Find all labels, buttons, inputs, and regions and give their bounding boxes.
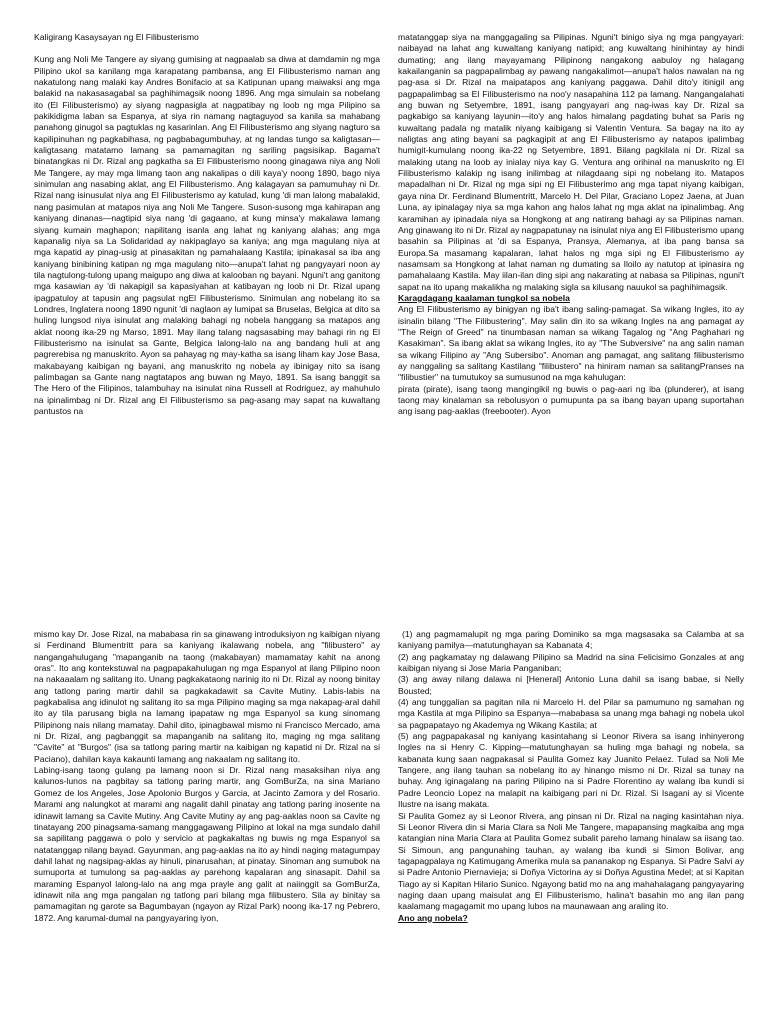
list-item: (4) ang tunggalian sa pagitan nila ni Marcelo H. del Pilar sa pamumuno ng samahan ng mga Kastila at mga Pilipino sa Espanya—mababasa sa unang mga bahagi ng nobela ukol sa pagpapatayo ng Akademya ng Wikang Kastila; at [398, 697, 744, 730]
section-heading: Ano ang nobela? [398, 912, 468, 923]
column-bottom-left [34, 629, 380, 1024]
list-item: (5) ang pagpapakasal ng kaniyang kasintahang si Leonor Rivera sa isang inhinyerong Ingles na si Henry C. Kipping—matutunghayan sa huling mga bahagi ng nobela, sa kabanata kung saan nagpakasal si Paulita Gomez kay Juanito Pelaez. Tulad sa Noli Me Tangere, ang ilang tauhan sa nobelang ito ay hinango mismo ni Dr. Rizal sa tunay na buhay. Ang iginagalang na paring Pilipino na si Padre Florentino ay walang iba kundi si Padre Leoncio Lopez na malapit na kaibigang pari ni Dr. Rizal. Si Isagani ay si Vicente Ilustre na isang makata. [398, 731, 744, 810]
paragraph: Kung ang Noli Me Tangere ay siyang gumising at nagpaalab sa diwa at damdamin ng mga Pilipino ukol sa kanilang mga karapatang pambansa, ang El Filibusterismo naman ang nakatulong nang malaki kay Andres Bonifacio at sa Katipunan upang maiwaksi ang mga balakid na nakasasagabal sa paghihimagsik noong 1896. Ang mga simulain sa nobelang ito (El Filibusterismo) ay siyang nagpasigla at nagpatibay ng loob ng mga Pilipino sa pakikidigma laban sa Espanya, at siya rin namang nagtaguyod sa kanila sa mahabang panahong ginugol sa pagtuklas ng kasarinlan. Ang El Filibusterismo ang siyang nagturo sa kapilipinuhan ng pagkabihasa, ng pagbabagumbuhay, at ng landas tungo sa kaligtasan—kaligtasang matatamo lamang sa pamamagitan ng sariling pagsisikap. Bagama't binatangkas ni Dr. Rizal ang pagkatha sa El Filibusterismo noong ginagawa niya ang Noli Me Tangere, ay may mga limang taon ang nakalipas o dili kaya'y noong 1890, bago niya sinimulan ang nasabing aklat, ang El Filibusterismo. Ang kalagayan sa pamumuhay ni Dr. Rizal nang isinusulat niya ang El Filibusterismo ay katulad, kung 'di man lalong mabalakid, nang pasimulan at matapos niya ang Noli Me Tangere. Suson-susong mga kahirapan ang kaniyang dinanas—nagtipid siya nang 'di gagaano, at kung minsa'y makalawa lamang siyang kumain maghapon; napilitang isanla ang lahat ng kaniyang alahas; ang mga kapanalig niya sa La Solidaridad ay nakipaglayo sa kaniya; ang mga magulang niya at mga kapatid ay pinag-usig at pinasakitan ng pamahalaang Kastila; ipinakasal sa iba ang kaniyang binibining katipan ng mga magulang nito—anupa't lahat ng pangyayari noon ay tila nagtulong-tulong upang maigupo ang diwa at kalooban ng bayani. Nguni't ang ganitong mga kasawian ay 'di nakapigil sa kapasiyahan at katibayan ng loob ni Dr. Rizal upang ipagpatuloy at tapusin ang pagsulat ngEl Filibusterismo. Sinimulan ang nobelang ito sa Londres, Inglatera noong 1890 ngunit 'di naglaon ay lumipat sa Bruselas, Belgica at dito sa huling lungsod niya isinulat ang malaking bahagi ng nobela hanggang sa matapos ang aklat noong ika-29 ng Marso, 1891. May ilang talang nagsasabing may bahagi rin ng El Filibusterismo na isinulat sa Gante, Belgica lalong-lalo na ang bandang huli at ang pagrerebisa ng manuskrito. Ayon sa pahayag ng may-katha sa isang liham kay Jose Basa, makabayang kaibigan ng bayani, ang manuskrito ng nobela ay ibinigay nito sa isang palimbagan sa Gante nang nagtatapos ang buwan ng Mayo, 1891. Sa isang banggit sa The Hero of the Filipinos, talambuhay na isinulat nina Russell at Rodriguez, ay mahuhulo na ipinalimbag ni Dr. Rizal ang El Filibusterismo sa pag-asang may sapat na kuwaltang pantustos na [34, 54, 380, 416]
paragraph: pirata (pirate), isang taong mangingikil ng buwis o pag-aari ng iba (plunderer), at isang taong may kinalaman sa rebolusyon o pumupunta pa sa ibang bayan upang suportahan ang isang pag-aaklas (freebooter). Ayon [398, 383, 744, 417]
column-top-left [34, 32, 380, 556]
paragraph: matatanggap siya na manggagaling sa Pilipinas. Nguni't binigo siya ng mga pangyayari: naibayad na lahat ang kuwaltang kaniyang natipid; ang kuwaltang hinihintay ay hindi dumating; ang ilang mayayamang Pilipinong nangakong aabuloy ng halagang kakailanganin sa pagpapalimbag ay pawang nangakalimot—anupa't halos nawalan na ng pag-asa si Dr. Rizal na maipatapos ang kaniyang paggawa. Dahil dito'y itinigil ang pagpapalimbag sa El Filibusterismo na noo'y nasapahina 112 pa lamang. Nangangalahati ang buwan ng Setyembre, 1891, isang pangyayari ang nag-iwas kay Dr. Rizal sa pagkabigo sa kaniyang layunin—ito'y ang halos himalang pagdating buhat sa Paris ng kuwaltang padala ng matalik niyang kaibigang si Valentin Ventura. Sa bagay na ito ay naligtas ang ating bayani sa pagkagipit at ang El Filibusterismo ay natapos ipalimbag humigit-kumulang noong ika-22 ng Setyembre, 1891. Bilang pagkilala ni Dr. Rizal sa malaking utang na loob ay inialay niya kay G. Ventura ang orihinal na manuskrito ng El Filibusterismo kalakip ng isang inilimbag at nilagdaang sipi ng nobelang ito. Matapos mapadalhan ni Dr. Rizal ng mga sipi ng El Filibusterimo ang mga tapat niyang kaibigan, gaya nina Dr. Ferdinand Blumentritt, Marcelo H. Del Pilar, Graciano Lopez Jaena, at Juan Luna, ay ipinalagay niya sa mga kahon ang halos lahat ng mga aklat na ipinalimbag. Ang karamihan ay ipinadala niya sa Hongkong at ang natirang bahagi ay sa Pilipinas naman. Ang ginawang ito ni Dr. Rizal ay nagpapatunay na isinulat niya ang El Filibusterismo upang basahin sa Pilipinas at 'di sa Espanya, Pransya, Alemanya, at iba pang bansa sa Europa.Sa masamang kapalaran, lahat halos ng mga sipi ng El Filibusterismo ay nasamsam sa Hongkong at lahat naman ng dumating sa Iloilo ay natutop at ipinasira ng pamahalaang Kastila. May iilan-ilan ding sipi ang nakarating at nabasa sa Pilipinas, nguni't sapat na ito upang makalikha ng malaking sigla sa kilusang nauukol sa paghihimagsik. [398, 32, 744, 292]
list-item: (3) ang away nilang dalawa ni [Heneral] Antonio Luna dahil sa isang babae, si Nelly Bousted; [398, 674, 744, 696]
document-title: Kaligirang Kasaysayan ng El Filibusterismo [34, 32, 199, 42]
column-bottom-right [398, 629, 744, 1024]
list-item: (1) ang pagmamalupit ng mga paring Dominiko sa mga magsasaka sa Calamba at sa kaniyang pamilya—matutunghayan sa Kabanata 4; [398, 629, 744, 651]
paragraph: Ang El Filibusterismo ay binigyan ng iba't ibang saling-pamagat. Sa wikang Ingles, ito ay isinalin bilang "The Filibustering". May salin din ito sa wikang Ingles na ang pamagat ay "The Reign of Greed" na tinumbasan naman sa wikang Tagalog ng "Ang Paghahari ng Kasakiman". Sa ibang aklat sa wikang Ingles, ito ay "The Subversive" na ang salin naman sa wikang Filipino ay "Ang Subersibo". Anoman ang pamagat, ang salitang filibusterismo ay nanggaling sa salitang Kastilang "filibustero" na hiniram naman sa salitangPranses na "filibustier" na tumutukoy sa sumusunod na mga kahulugan: [398, 304, 744, 383]
paragraph: Labing-isang taong gulang pa lamang noon si Dr. Rizal nang masaksihan niya ang kalunos-lunos na pagbitay sa tatlong paring martir, ang GomBurZa, na sina Mariano Gomez de los Angeles, Jose Apolonio Burgos y Garcia, at Jacinto Zamora y del Rosario. Marami ang nalungkot at marami ang nagalit dahil pinatay ang tatlong paring inosente na idinawit lamang sa Cavite Mutiny. Ang Cavite Mutiny ay ang pag-aaklas noon sa Cavite ng tinatayang 200 pinagsama-samang manggagawang Pilipino at lokal na mga sundalo dahil sa sapilitang paggawa o polo y servicio at pagkakaltas ng buwis ng mga Espanyol sa natatanggap nilang bayad. Gayunman, ang pag-aaklas na ito ay hindi naging matagumpay dahil lahat ng nagsipag-aklas ay hinuli, pinarusahan, at pinatay. Sinoman ang sumubok na sumuporta at tumulong sa pag-aaklas ay parehong kapalaran ang sinasapit. Dahil sa maraming Espanyol lalong-lalo na ang mga prayle ang galit at naiinggit sa GomBurZa, idinawit nila ang mga pangalan ng tatlong pari bilang mga filibustero. Sila ay binitay sa pamamagitan ng garote sa Bagumbayan (ngayon ay Rizal Park) noong ika-17 ng Pebrero, 1872. Ang karumal-dumal na pangyayaring iyon, [34, 765, 380, 923]
section-heading: Karagdagang kaalaman tungkol sa nobela [398, 292, 570, 303]
list-item: (2) ang pagkamatay ng dalawang Pilipino sa Madrid na sina Felicisimo Gonzales at ang kaibigan niyang si Jose Maria Panganiban; [398, 651, 744, 674]
paragraph: Si Paulita Gomez ay si Leonor Rivera, ang pinsan ni Dr. Rizal na naging kasintahan niya. Si Leonor Rivera din si Maria Clara sa Noli Me Tangere, mapapansing magkaiba ang mga katangian nina Maria Clara at Paulita Gomez subalit pareho lamang hinalaw sa iisang tao. Si Simoun, ang pangunahing tauhan, ay walang iba kundi si Simon Bolivar, ang tagapagpalaya ng Katimugang Amerika mula sa pananakop ng Espanya. Si Padre Salvi ay si Padre Antonio Piernavieja; si Doñya Victorina ay si Doñya Agustina Medel; at si Kapitan Tiago ay si Kapitan Hilario Sunico. Ngayong batid mo na ang mahahalagang pangyayaring naging daan upang maisulat ang El Filibusterismo, halina't basahin mo ang ilan pang kaalamang magagamit mo upang lubos na maunawaan ang araling ito. [398, 810, 744, 912]
column-top-right [398, 32, 744, 556]
paragraph: mismo kay Dr. Jose Rizal, na mababasa rin sa ginawang introduksiyon ng kaibigan niyang si Ferdinand Blumentritt para sa kaniyang ikalawang nobela, ang "filibustero" ay nangangahulugang "mapanganib na taong (makabayan) mamamatay kahit na anong oras". Ito ang kontekstuwal na pagpapakahulugan ng mga Espanyol at ilang Pilipino noon na nakaaalam ng salitang ito. Unang pagkakataong narinig ito ni Dr. Rizal ay noong binitay ang tatlong paring martir dahil sa pagkakadawit sa Cavite Mutiny. Labis-labis na pagkabalisa ang idinulot ng salitang ito sa mga Pilipino maging sa mga nakapag-aral dahil ito ay tila parusang bigla na lamang ipapataw ng mga Espanyol sa kung sinomang Pilipinong nais nilang mamatay. Dahil dito, ipinagbawal mismo ni Francisco Mercado, ama ni Dr. Rizal, ang pagbanggit sa mapanganib na salitang ito, maging ng mga salitang "Cavite" at "Burgos" (isa sa tatlong paring martir na kaibigan ng kapatid ni Dr. Rizal na si Paciano), dahilan kaya kakaunti lamang ang nakaalam ng salitang ito. [34, 629, 380, 764]
